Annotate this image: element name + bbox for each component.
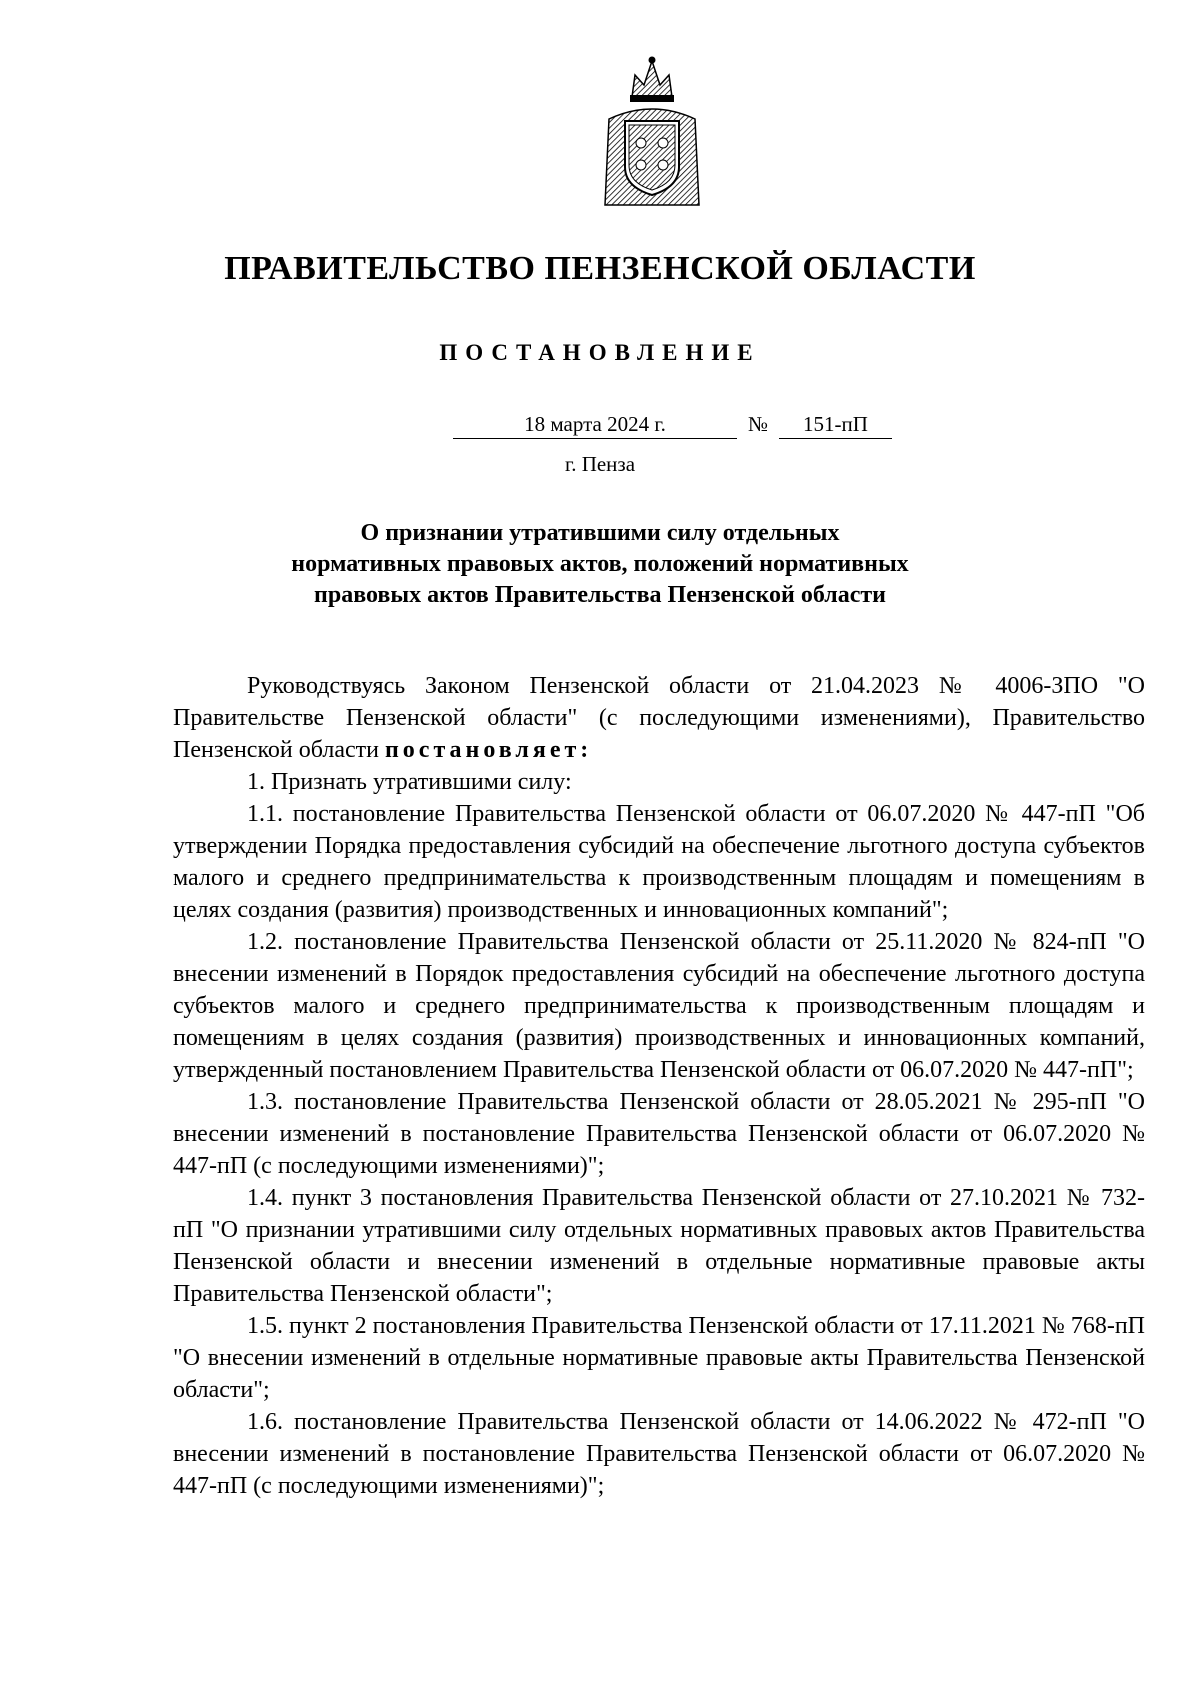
title-line: правовых актов Правительства Пензенской области <box>314 582 886 608</box>
document-title <box>250 518 950 611</box>
decree-word: постановляет: <box>384 737 593 763</box>
document-number: 151-пП <box>779 410 892 439</box>
body-paragraph: 1.2. постановление Правительства Пензенской области от 25.11.2020 № 824-пП "О внесении изменений в Порядок предоставления субсидий на обеспечение льготного доступа субъектов малого и среднего предпринимательства к производственным площадям и помещениям в целях создания (развития) производственных и инновационных компаний, утвержденный постановлением Правительства Пензенской области от 06.07.2020 № 447-пП"; <box>173 929 1145 1083</box>
title-line: нормативных правовых актов, положений нормативных <box>291 551 909 577</box>
body-paragraph: 1.6. постановление Правительства Пензенской области от 14.06.2022 № 472-пП "О внесении изменений в постановление Правительства Пензенской области от 06.07.2020 № 447-пП (с последующими изменениями)"; <box>173 1409 1145 1499</box>
number-sign: № <box>748 412 769 436</box>
organization-name: ПРАВИТЕЛЬСТВО ПЕНЗЕНСКОЙ ОБЛАСТИ <box>224 250 976 287</box>
issue-city: г. Пенза <box>564 452 636 476</box>
body-paragraph: 1.4. пункт 3 постановления Правительства Пензенской области от 27.10.2021 № 732-пП "О признании утратившими силу отдельных нормативных правовых актов Правительства Пензенской области и внесении изменений в отдельные нормативные правовые акты Правительства Пензенской области"; <box>173 1185 1145 1307</box>
document-type: ПОСТАНОВЛЕНИЕ <box>439 340 761 365</box>
preamble-paragraph <box>173 670 1145 766</box>
body-paragraph: 1.5. пункт 2 постановления Правительства Пензенской области от 17.11.2021 № 768-пП "О внесении изменений в отдельные нормативные правовые акты Правительства Пензенской области"; <box>173 1313 1145 1403</box>
preamble-text: Руководствуясь Законом Пензенской области от 21.04.2023 № 4006-ЗПО "О Правительстве Пензенской области" (с последующими изменениями), Правительство Пензенской области <box>173 673 1145 763</box>
body-paragraph: 1.3. постановление Правительства Пензенской области от 28.05.2021 № 295-пП "О внесении изменений в постановление Правительства Пензенской области от 06.07.2020 № 447-пП (с последующими изменениями)"; <box>173 1089 1145 1179</box>
document-body <box>173 670 1145 1502</box>
title-line: О признании утратившими силу отдельных <box>360 520 840 546</box>
coat-of-arms-emblem <box>597 55 707 207</box>
body-paragraph: 1. Признать утратившими силу: <box>247 769 572 795</box>
document-date: 18 марта 2024 г. <box>453 410 737 439</box>
body-paragraph: 1.1. постановление Правительства Пензенской области от 06.07.2020 № 447-пП "Об утверждении Порядка предоставления субсидий на обеспечение льготного доступа субъектов малого и среднего предпринимательства к производственным площадям и помещениям в целях создания (развития) производственных и инновационных компаний"; <box>173 801 1145 923</box>
